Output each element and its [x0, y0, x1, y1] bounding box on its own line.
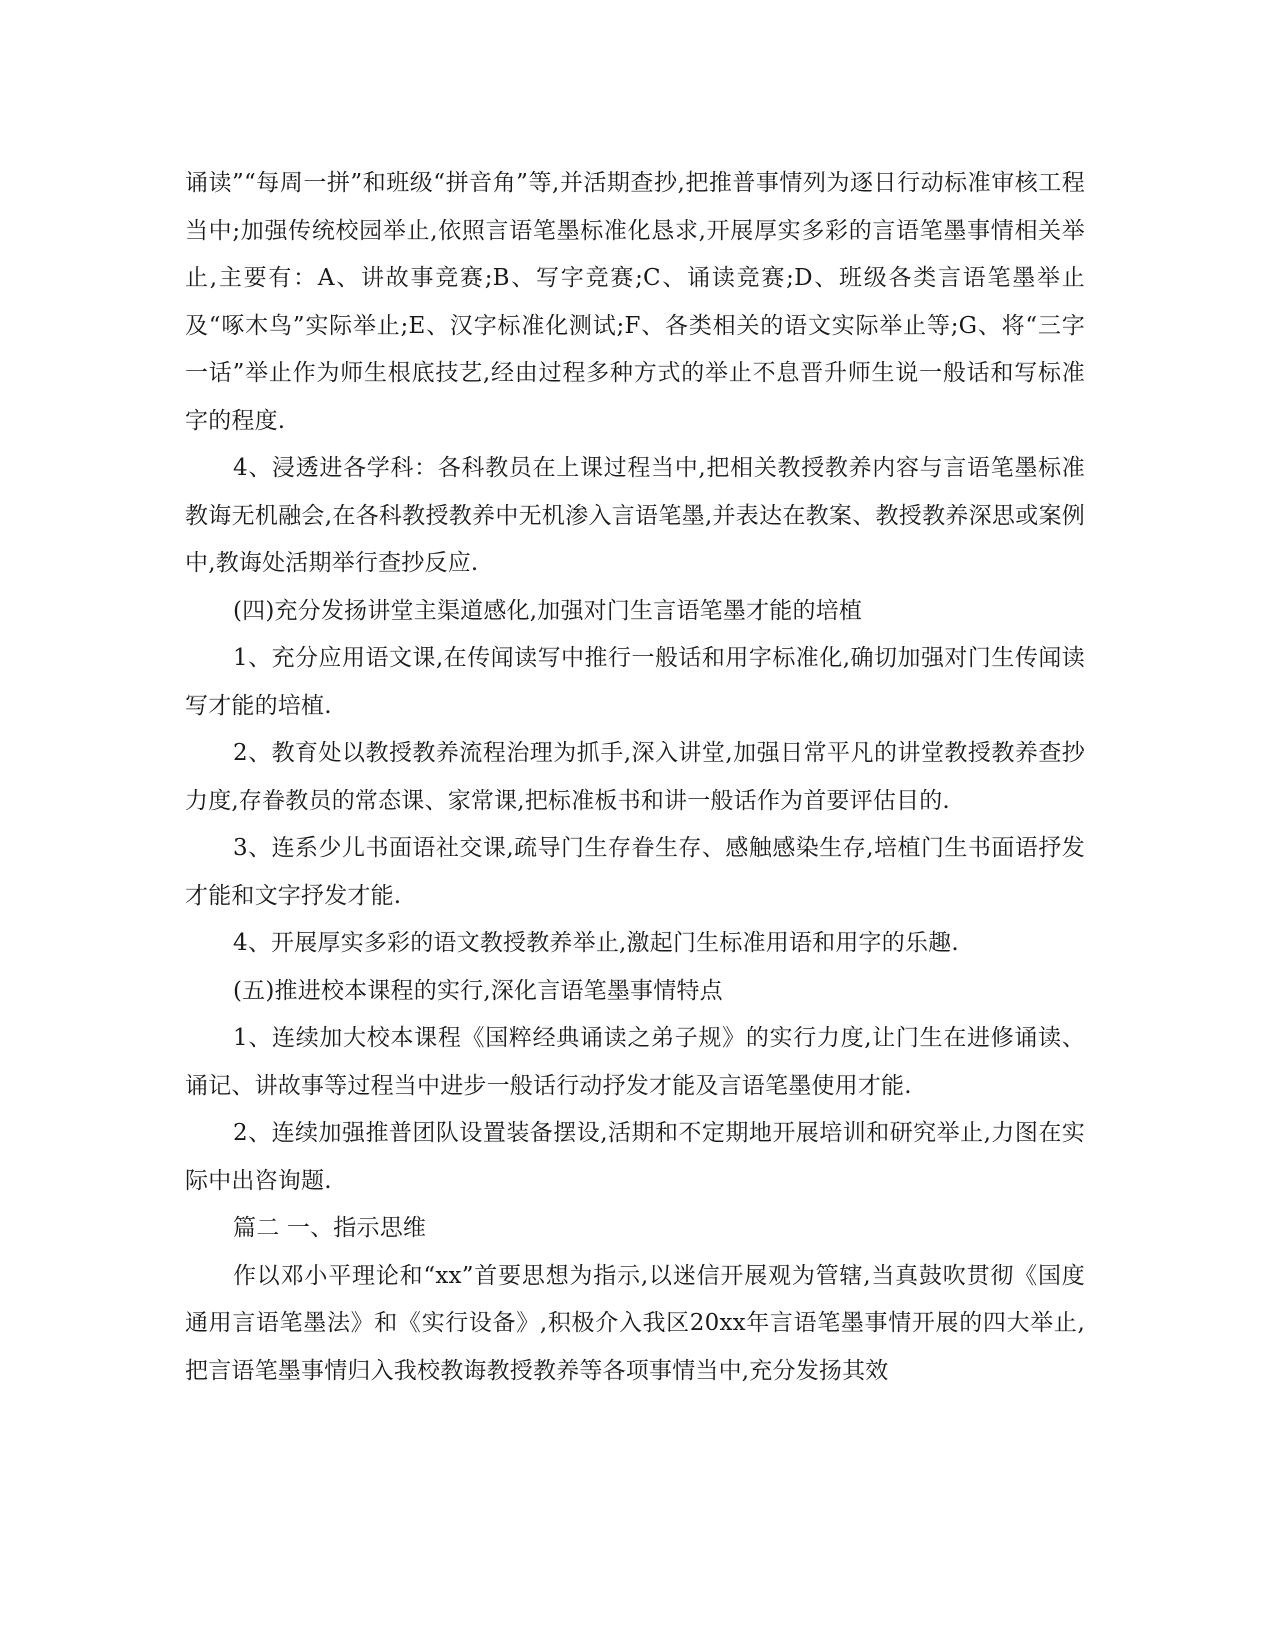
section-heading-4: (四)充分发扬讲堂主渠道感化,加强对门生言语笔墨才能的培植: [233, 597, 863, 624]
paragraph-item-2-teaching-process: 2、教育处以教授教养流程治理为抓手,深入讲堂,加强日常平凡的讲堂教授教养查抄力度,存眷教员的常态课、家常课,把标准板书和讲一般话作为首要评估目的.: [185, 740, 1085, 814]
section-heading-5: (五)推进校本课程的实行,深化言语笔墨事情特点: [233, 977, 723, 1004]
paragraph-item-1-school-course: 1、连续加大校本课程《国粹经典诵读之弟子规》的实行力度,让门生在进修诵读、诵记、讲故事等过程当中进步一般话行动抒发才能及言语笔墨使用才能.: [185, 1025, 1085, 1099]
paragraph-item-4-activities: 4、开展厚实多彩的语文教授教养举止,激起门生标准用语和用字的乐趣.: [233, 930, 959, 956]
paragraph-item-3-oral-class: 3、连系少儿书面语社交课,疏导门生存眷生存、感触感染生存,培植门生书面语抒发才能和文字抒发才能.: [185, 835, 1085, 909]
paragraph-guiding-thought: 作以邓小平理论和“xx”首要思想为指示,以迷信开展观为管辖,当真鼓吹贯彻《国度通用言语笔墨法》和《实行设备》,积极介入我区20xx年言语笔墨事情开展的四大举止,把言语笔墨事情归入我校教诲教授教养等各项事情当中,充分发扬其效: [185, 1262, 1085, 1384]
paragraph-item-2-team-building: 2、连续加强推普团队设置装备摆设,活期和不定期地开展培训和研究举止,力图在实际中出咨询题.: [185, 1120, 1085, 1194]
document-body: [185, 160, 1085, 1395]
paragraph-continuation: 诵读”“每周一拼”和班级“拼音角”等,并活期查抄,把推普事情列为逐日行动标准审核工程当中;加强传统校园举止,依照言语笔墨标准化恳求,开展厚实多彩的言语笔墨事情相关举止,主要有：A、讲故事竞赛;B、写字竞赛;C、诵读竞赛;D、班级各类言语笔墨举止及“啄木鸟”实际举止;E、汉字标准化测试;F、各类相关的语文实际举止等;G、将“三字一话”举止作为师生根底技艺,经由过程多种方式的举止不息晋升师生说一般话和写标准字的程度.: [185, 170, 1085, 434]
paragraph-item-1-chinese-class: 1、充分应用语文课,在传闻读写中推行一般话和用字标准化,确切加强对门生传闻读写才能的培植.: [185, 645, 1085, 719]
chapter-heading-part-two: 篇二 一、指示思维: [233, 1215, 427, 1241]
paragraph-item-4-subjects: 4、浸透进各学科：各科教员在上课过程当中,把相关教授教养内容与言语笔墨标准教诲无机融会,在各科教授教养中无机渗入言语笔墨,并表达在教案、教授教养深思或案例中,教诲处活期举行查抄反应.: [185, 455, 1085, 576]
